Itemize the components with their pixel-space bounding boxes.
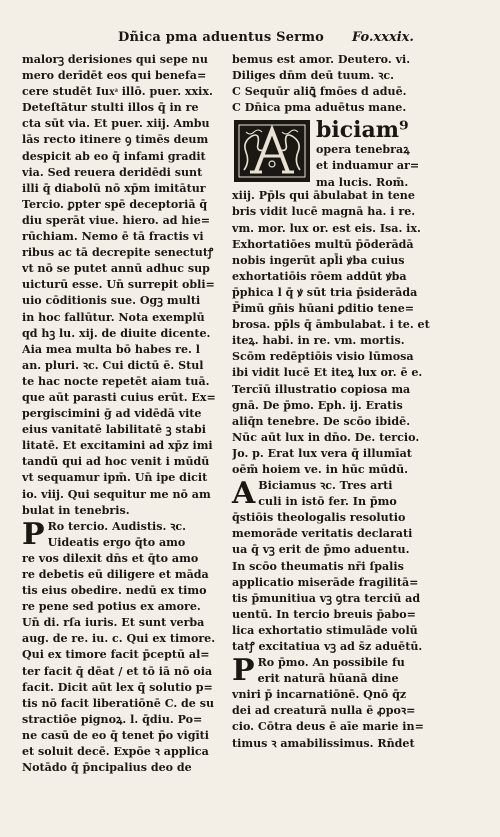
text-line: dei ad creaturā nulla ē ꝓpoꝛ= (232, 704, 416, 718)
text-line: Diliges dn̄m deū tuum. ꝛc. (232, 69, 394, 83)
text-line: cio. Cōtra deus ē aīe marie in= (232, 720, 424, 734)
text-line: cta sūt via. Et puer. xiij. Ambu (22, 117, 210, 131)
drop-capital: P (22, 516, 45, 552)
text-line: tis eius obedire. nedū ex timo (22, 584, 207, 598)
text-line: bulat in tenebris. (22, 503, 130, 517)
text-line: erit naturā hūanā dine (257, 672, 399, 686)
text-line: Tercīū illustratio copiosa ma (232, 382, 411, 396)
text-line: bemus est amor. Deutero. vi. (232, 53, 411, 66)
text-line: Deteſtātur stulti illos q̄ in re (22, 101, 199, 115)
text-line: tatꝭ excitatiua vꝫ ad s̄z aduētū. (232, 640, 423, 653)
text-line: lās recto itinere ꝯ timēs deum (22, 133, 209, 147)
initial-lines (316, 142, 440, 190)
text-line: uio cōditionis sue. Ogꝫ multi (22, 294, 201, 308)
text-line: Qui ex timore facit p̄ceptū al= (22, 648, 210, 662)
text-line: C Dn̄ica pma aduētus mane. (232, 101, 407, 115)
text-line: gnā. De p̄mo. Eph. ij. Eratis (232, 398, 403, 412)
text-line: illi q̄ diabolū nō xp̄m imitātur (22, 181, 206, 195)
right-column-text-mid (232, 188, 440, 478)
text-line: aliq̄n tenebre. De scōo ibidē. (232, 414, 411, 428)
text-line: opera tenebraꝝ (316, 143, 410, 157)
text-line: mero derīdēt eos qui benefa= (22, 69, 207, 83)
running-head: Dñica pma aduentus Sermo (118, 30, 325, 45)
text-line: tis nō facit liberatiōnē C. de su (22, 696, 215, 710)
page-header (0, 24, 500, 48)
text-line: aug. de re. iu. c. Qui ex timore. (22, 632, 216, 646)
text-line: Notādo q̄ p̄ncipalius deo de (22, 761, 192, 775)
text-line: oēm̄ hoiem ve. in hūc mūdū. (232, 462, 409, 476)
text-line: despicit ab eo q̄ infami gradit (22, 149, 206, 163)
text-line: P̄imū gn̄is hūani ꝑditio tene= (232, 302, 415, 316)
text-line: ma lucis. Rom̄. (316, 175, 409, 189)
drop-capital: A (232, 476, 256, 512)
text-line: re vos dilexit dn̄s et q̄to amo (22, 551, 199, 565)
text-line: in hoc fallūtur. Nota exemplū (22, 310, 205, 324)
text-line: vm. mor. lux or. est eis. Isa. ix. (232, 221, 421, 235)
initial-adjacent-text (316, 118, 440, 190)
text-line: et soluit decē. Expōe ꝛ applica (22, 745, 209, 759)
text-line: Uideatis ergo q̄to amo (47, 535, 186, 549)
right-paragraph-text (232, 478, 440, 655)
text-line: Nūc aūt lux in dn̄o. De. tercio. (232, 430, 420, 444)
text-line: pergiscimini ḡ ad vidēdā vite (22, 407, 202, 421)
text-line: Jo. p. Erat lux vera q̄ illumīat (232, 446, 412, 460)
text-line: ter facit q̄ dēat / et tō iā nō oia (22, 664, 213, 678)
text-line: uentū. In tercio breuis p̄abo= (232, 607, 416, 621)
text-line: brosa. pp̄ls q̄ āmbulabat. i te. et (232, 318, 430, 332)
left-paragraph-text (22, 516, 222, 777)
text-line: diu sperāt viue. hiero. ad hie= (22, 213, 211, 227)
text-line: memorāde veritatis declarati (232, 527, 413, 541)
text-line: vt nō se putet annū adhuc sup (22, 262, 210, 276)
text-line: xiij. Pp̄ls qui ābulabat in tene (232, 189, 415, 203)
text-line: te hac nocte repetēt aiam tuā. (22, 374, 210, 388)
text-line: Aia mea multa bō habes re. l (22, 342, 200, 356)
left-paragraph-pro-tercio (22, 516, 222, 777)
text-line: facit. Dicit aūt lex q̄ solutio p= (22, 680, 213, 694)
text-line: Tercio. ꝑpter spē deceptoriā q̄ (22, 197, 208, 211)
text-line: rūchiam. Nemo ē tā fractis vi (22, 230, 204, 244)
text-line: ua q̄ vꝫ erit de p̄mo aduentu. (232, 543, 410, 557)
text-line: C Sequūr aliꝗ̄ fmōes d aduē. (232, 85, 407, 99)
text-line: que aūt parasti cuius erūt. Ex= (22, 390, 216, 404)
text-line: eius vanitatē labilitatē ꝫ stabi (22, 423, 206, 437)
text-line: qd hꝫ lu. xij. de diuite dicente. (22, 326, 211, 340)
text-line: cere studēt Iuxͣ illō. puer. xxix. (22, 85, 213, 99)
text-line: Un̄ di. rſa iuris. Et sunt verba (22, 616, 205, 630)
text-line: ibi vidit lucē Et iteꝝ lux or. ē e. (232, 366, 423, 380)
text-line: exhortatiōis rōem addūt ꝟba (232, 269, 407, 283)
text-line: bris vidit lucē magnā ha. i re. (232, 205, 416, 219)
text-line: culi in istō fer. In p̄mo (258, 495, 397, 509)
right-column (232, 52, 440, 752)
text-line: tis p̄munitiua vꝫ ꝯtra terciū ad (232, 591, 421, 605)
right-paragraph-pro-primo (232, 655, 440, 752)
left-column (22, 52, 222, 776)
text-line: tandū qui ad hoc venit i mūdū (22, 455, 210, 469)
folio-number: Fo.xxxix. (352, 30, 414, 45)
text-line: Ro p̄mo. An possibile fu (257, 656, 405, 670)
text-line: vt sequamur ipm̄. Un̄ ipe dicit (22, 471, 208, 485)
text-line: vniri p̄ incarnatiōnē. Qnō q̄z (232, 688, 407, 702)
text-line: p̄phica l q̄ ꝟ sūt tria p̄siderāda (232, 285, 418, 299)
text-line: re pene sed potius ex amore. (22, 600, 201, 614)
text-line: uicturū esse. Un̄ surrepit obli= (22, 278, 215, 292)
text-line: stractiōe pignoꝝ. l. q̄diu. Po= (22, 712, 203, 726)
text-line: ribus ac tā decrepite senectutꝭ (22, 246, 214, 260)
text-line: nobis ingerūt apl̄i ꝟba cuius (232, 253, 405, 267)
text-line: Exhortatiōes multū p̄ōderādā (232, 237, 414, 251)
text-line: litatē. Et excitamini ad xp̄z imi (22, 439, 213, 453)
drop-capital: P (232, 653, 255, 689)
text-line: iteꝝ. habi. in re. vm. mortis. (232, 334, 405, 348)
text-line: Scōm redēptiōis visio lūmosa (232, 350, 414, 364)
decorated-initial-a-icon (234, 120, 310, 182)
text-line: q̄stiōis theologalis resolutio (232, 511, 406, 525)
left-column-text (22, 52, 222, 519)
text-line: Biciamus ꝛc. Tres arti (258, 479, 393, 493)
text-line: lica exhortatio stimulāde volū (232, 623, 418, 637)
text-line: io. viij. Qui sequitur me nō am (22, 487, 211, 501)
text-line: an. pluri. ꝛc. Cui dictū ē. Stul (22, 358, 204, 372)
text-line: In scōo theumatis nr̄i ſpalis (232, 559, 404, 573)
initial-word: biciam⁹ (316, 117, 409, 144)
sermon-headings (232, 84, 440, 116)
text-line: timus ꝛ amabilissimus. Rn̄det (232, 736, 415, 750)
text-line: malorꝫ derisiones qui sepe nu (22, 53, 208, 66)
text-line: Ro tercio. Audistis. ꝛc. (47, 519, 187, 533)
decorated-initial-block (232, 118, 440, 188)
text-line: applicatio miserāde fragilitā= (232, 575, 419, 589)
text-line: via. Sed reuera deridēdi sunt (22, 165, 203, 179)
right-paragraph-text-2 (232, 655, 440, 752)
right-column-text-top (232, 52, 440, 84)
text-line: ne casū de eo q̄ tenet p̄o vigīti (22, 728, 210, 742)
right-paragraph-abiciamus (232, 478, 440, 655)
text-line: re debetis eū diligere et māda (22, 568, 209, 581)
text-line: et induamur ar= (316, 159, 420, 173)
